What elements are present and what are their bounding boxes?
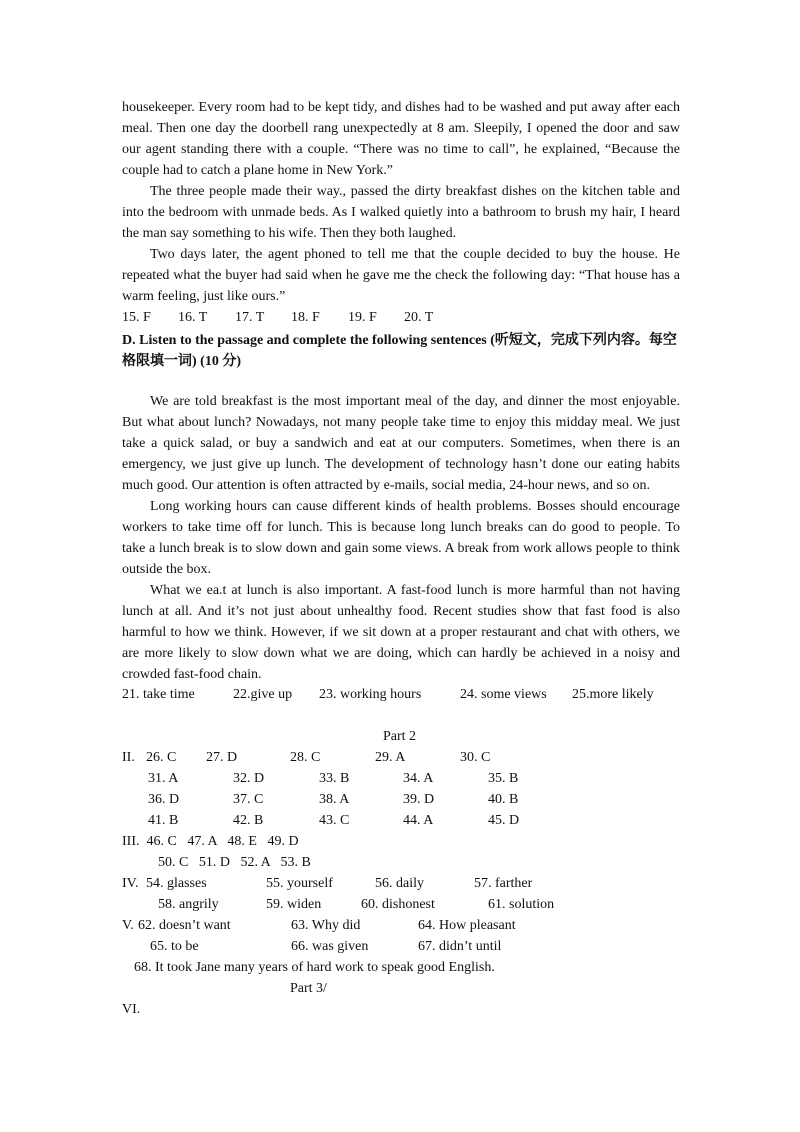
- part-3-title: Part 3/: [290, 981, 327, 996]
- answer-44: 44. A: [403, 813, 434, 828]
- answer-55: 55. yourself: [266, 876, 333, 891]
- passage-d-paragraph-2: Long working hours can cause different kinds of health problems. Bosses should encourage workers to take time off for lunch. This is because long lunch breaks can do good to people. To take a lunch break is to slow down and gain some views. A break from work allows people to think outside the box.: [122, 499, 680, 577]
- answer-45: 45. D: [488, 813, 520, 828]
- answer-62: 62. doesn’t want: [138, 918, 231, 933]
- answer-36: 36. D: [148, 792, 180, 807]
- answer-40: 40. B: [488, 792, 519, 807]
- answer-60: 60. dishonest: [361, 897, 435, 912]
- answer-42: 42. B: [233, 813, 264, 828]
- passage-d-paragraph-3: What we ea.t at lunch is also important. A fast-food lunch is more harmful than not having lunch at all. And it’s not just about unhealthy food. Recent studies show that fast food is also harmful to how we think. However, if we sit down at a proper restaurant and chat with others, we are more likely to slow down what we are doing, which can hardly be achieved in a noisy and crowded fast-food chain.: [122, 583, 680, 682]
- answer-26: 26. C: [146, 750, 177, 765]
- passage-c-paragraph-1: housekeeper. Every room had to be kept tidy, and dishes had to be washed and put away after each meal. Then one day the doorbell rang unexpectedly at 8 am. Sleepily, I opened the door and saw our agent standing there with a couple. “There was no time to call”, he explained, “Because the couple had to catch a plane home in New York.”: [122, 100, 680, 178]
- section-4-label: IV.: [122, 876, 139, 891]
- answer-65: 65. to be: [150, 939, 199, 954]
- answer-33: 33. B: [319, 771, 350, 786]
- answer-54: 54. glasses: [146, 876, 207, 891]
- answer-22: 22.give up: [233, 687, 293, 702]
- passage-c-paragraph-3: Two days later, the agent phoned to tell me that the couple decided to buy the house. He repeated what the buyer had said when he gave me the check the following day: “That house has a warm feeling, just like ours.”: [122, 247, 680, 304]
- answer-16: 16. T: [178, 310, 208, 325]
- section-d-heading-line-1: D. Listen to the passage and complete the following sentences (听短文，完成下列内容。每空: [122, 333, 677, 348]
- answer-32: 32. D: [233, 771, 265, 786]
- section-5-label: V.: [122, 918, 134, 933]
- answer-24: 24. some views: [460, 687, 547, 702]
- answer-67: 67. didn’t until: [418, 939, 502, 954]
- passage-c-paragraph-2: The three people made their way., passed the dirty breakfast dishes on the kitchen table and into the bedroom with unmade beds. As I walked quietly into a bathroom to brush my hair, I heard the man say something to his wife. Then they both laughed.: [122, 184, 680, 241]
- answer-64: 64. How pleasant: [418, 918, 516, 933]
- answer-34: 34. A: [403, 771, 434, 786]
- answer-23: 23. working hours: [319, 687, 422, 702]
- answer-18: 18. F: [291, 310, 320, 325]
- answer-27: 27. D: [206, 750, 238, 765]
- answer-19: 19. F: [348, 310, 377, 325]
- passage-d: [122, 391, 680, 685]
- answer-17: 17. T: [235, 310, 265, 325]
- passage-c: [122, 97, 680, 307]
- section-6-label: VI.: [122, 1002, 141, 1017]
- section-2-label: II.: [122, 750, 135, 765]
- section-d-heading: [122, 330, 680, 372]
- answer-25: 25.more likely: [572, 687, 654, 702]
- answer-59: 59. widen: [266, 897, 322, 912]
- answer-66: 66. was given: [291, 939, 369, 954]
- answer-20: 20. T: [404, 310, 434, 325]
- part-2-title: Part 2: [383, 729, 417, 744]
- section-d-heading-line-2: 格限填一词) (10 分): [122, 354, 241, 369]
- passage-d-paragraph-1: We are told breakfast is the most important meal of the day, and dinner the most enjoyable. But what about lunch? Nowadays, not many people take time to enjoy this midday meal. We just take a quick salad, or buy a sandwich and eat at our computers. Sometimes, when there is an emergency, we just give up lunch. The development of technology hasn’t done our eating habits much good. Our attention is often attracted by e-mails, social media, 24-hour news, and so on.: [122, 394, 680, 493]
- answer-35: 35. B: [488, 771, 519, 786]
- answer-68: 68. It took Jane many years of hard work to speak good English.: [134, 960, 495, 975]
- answer-31: 31. A: [148, 771, 179, 786]
- answer-15: 15. F: [122, 310, 151, 325]
- answer-41: 41. B: [148, 813, 179, 828]
- answer-58: 58. angrily: [158, 897, 219, 912]
- answer-30: 30. C: [460, 750, 491, 765]
- answer-43: 43. C: [319, 813, 350, 828]
- answer-21: 21. take time: [122, 687, 195, 702]
- answer-29: 29. A: [375, 750, 406, 765]
- section-3-line-1: III. 46. C 47. A 48. E 49. D: [122, 834, 299, 849]
- answer-56: 56. daily: [375, 876, 424, 891]
- answer-63: 63. Why did: [291, 918, 361, 933]
- answer-28: 28. C: [290, 750, 321, 765]
- answer-37: 37. C: [233, 792, 264, 807]
- answer-57: 57. farther: [474, 876, 533, 891]
- answer-61: 61. solution: [488, 897, 555, 912]
- section-3-line-2: 50. C 51. D 52. A 53. B: [158, 855, 311, 870]
- answer-39: 39. D: [403, 792, 435, 807]
- answer-38: 38. A: [319, 792, 350, 807]
